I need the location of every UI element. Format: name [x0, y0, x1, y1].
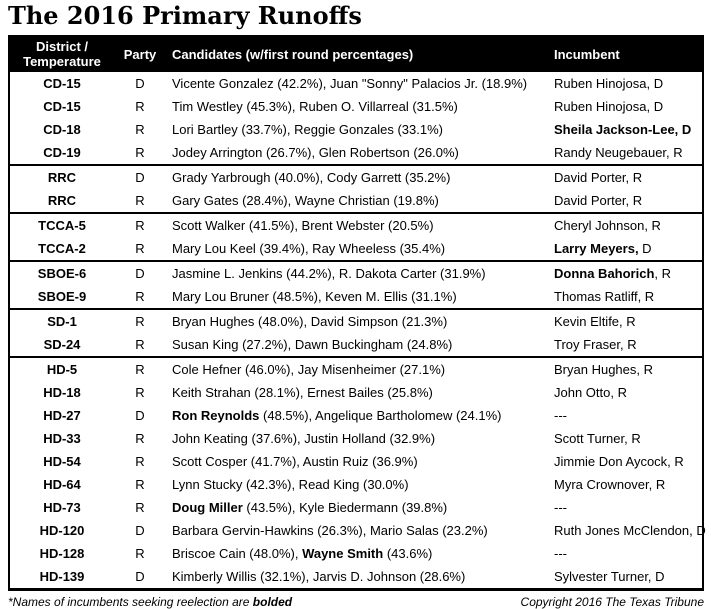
table-row [10, 285, 702, 308]
incumbent-cell: David Porter, R [554, 193, 643, 208]
incumbent-cell: --- [554, 546, 567, 561]
table-row [10, 496, 702, 519]
incumbent-cell: Ruben Hinojosa, D [554, 76, 664, 91]
district-cell: SBOE-6 [37, 266, 87, 281]
district-cell: SD-24 [43, 337, 81, 352]
district-cell: TCCA-5 [38, 218, 86, 233]
district-cell: HD-18 [43, 385, 81, 400]
incumbent-cell: Kevin Eltife, R [554, 314, 636, 329]
party-cell: R [135, 337, 145, 352]
incumbent-cell: Randy Neugebauer, R [554, 145, 683, 160]
table-row [10, 189, 702, 212]
district-cell: SD-1 [47, 314, 77, 329]
table-row [10, 260, 702, 285]
table-row [10, 542, 702, 565]
incumbent-cell: Jimmie Don Aycock, R [554, 454, 684, 469]
district-cell: CD-19 [43, 145, 81, 160]
candidates-cell: Ron Reynolds (48.5%), Angelique Bartholomew (24.1%) [172, 408, 502, 423]
party-cell: D [135, 266, 145, 281]
runoffs-table [8, 35, 704, 591]
incumbent-cell: Bryan Hughes, R [554, 362, 653, 377]
district-cell: CD-18 [43, 122, 81, 137]
candidates-cell: Mary Lou Keel (39.4%), Ray Wheeless (35.4%) [172, 241, 446, 256]
party-cell: R [135, 431, 145, 446]
candidates-cell: Vicente Gonzalez (42.2%), Juan "Sonny" Palacios Jr. (18.9%) [172, 76, 528, 91]
party-cell: D [135, 408, 145, 423]
incumbent-cell: Donna Bahorich, R [554, 266, 672, 281]
party-cell: D [135, 569, 145, 584]
district-cell: RRC [47, 193, 77, 208]
candidates-cell: Scott Walker (41.5%), Brent Webster (20.5%) [172, 218, 434, 233]
table-row [10, 164, 702, 189]
district-cell: SBOE-9 [37, 289, 87, 304]
district-cell: HD-139 [39, 569, 85, 584]
table-row [10, 519, 706, 542]
header-candidates: Candidates (w/first round percentages) [172, 46, 414, 62]
district-cell: HD-120 [39, 523, 85, 538]
table-row [10, 118, 702, 141]
party-cell: R [135, 218, 145, 233]
district-cell: RRC [47, 170, 77, 185]
table-row [10, 212, 702, 237]
incumbent-cell: Larry Meyers, D [554, 241, 652, 256]
candidates-cell: Gary Gates (28.4%), Wayne Christian (19.8%) [172, 193, 439, 208]
party-cell: R [135, 546, 145, 561]
candidates-cell: Grady Yarbrough (40.0%), Cody Garrett (35.2%) [172, 170, 451, 185]
district-cell: HD-73 [43, 500, 81, 515]
table-row [10, 381, 702, 404]
district-cell: TCCA-2 [38, 241, 86, 256]
incumbent-cell: Ruben Hinojosa, D [554, 99, 664, 114]
incumbent-cell: John Otto, R [554, 385, 627, 400]
candidates-cell: Cole Hefner (46.0%), Jay Misenheimer (27.1%) [172, 362, 446, 377]
district-cell: HD-5 [46, 362, 78, 377]
infographic-page [8, 2, 704, 609]
party-cell: R [135, 122, 145, 137]
incumbent-cell: Troy Fraser, R [554, 337, 637, 352]
incumbent-cell: Myra Crownover, R [554, 477, 666, 492]
district-cell: HD-54 [43, 454, 81, 469]
incumbent-cell: Cheryl Johnson, R [554, 218, 661, 233]
candidates-cell: Tim Westley (45.3%), Ruben O. Villarreal (31.5%) [172, 99, 458, 114]
candidates-cell: Lynn Stucky (42.3%), Read King (30.0%) [172, 477, 409, 492]
incumbent-cell: David Porter, R [554, 170, 643, 185]
district-cell: HD-27 [43, 408, 81, 423]
incumbent-cell: Scott Turner, R [554, 431, 641, 446]
candidates-cell: Barbara Gervin-Hawkins (26.3%), Mario Salas (23.2%) [172, 523, 488, 538]
party-cell: R [135, 241, 145, 256]
candidates-cell: Kimberly Willis (32.1%), Jarvis D. Johnson (28.6%) [172, 569, 466, 584]
header-district-temperature: District / Temperature [23, 39, 101, 69]
candidates-cell: John Keating (37.6%), Justin Holland (32.9%) [172, 431, 436, 446]
party-cell: R [135, 145, 145, 160]
table-row [10, 72, 702, 95]
table-row [10, 333, 702, 356]
party-cell: R [135, 314, 145, 329]
incumbent-cell: Sheila Jackson-Lee, D [554, 122, 692, 137]
party-cell: R [135, 454, 145, 469]
district-cell: HD-33 [43, 431, 81, 446]
party-cell: R [135, 193, 145, 208]
header-incumbent: Incumbent [554, 46, 620, 62]
candidates-cell: Scott Cosper (41.7%), Austin Ruiz (36.9%) [172, 454, 418, 469]
district-cell: HD-64 [43, 477, 81, 492]
incumbent-cell: Sylvester Turner, D [554, 569, 665, 584]
party-cell: D [135, 523, 145, 538]
incumbent-cell: --- [554, 408, 567, 423]
table-body [10, 72, 706, 588]
candidates-cell: Doug Miller (43.5%), Kyle Biedermann (39.8%) [172, 500, 448, 515]
table-row [10, 141, 702, 164]
candidates-cell: Jasmine L. Jenkins (44.2%), R. Dakota Carter (31.9%) [172, 266, 486, 281]
candidates-cell: Lori Bartley (33.7%), Reggie Gonzales (33.1%) [172, 122, 443, 137]
candidates-cell: Jodey Arrington (26.7%), Glen Robertson (26.0%) [172, 145, 459, 160]
party-cell: R [135, 385, 145, 400]
table-row [10, 473, 702, 496]
party-cell: D [135, 170, 145, 185]
table-row [10, 404, 702, 427]
page-title: The 2016 Primary Runoffs [8, 1, 362, 30]
footnote: *Names of incumbents seeking reelection are bolded [8, 595, 293, 609]
party-cell: D [135, 76, 145, 91]
header-party: Party [123, 46, 157, 62]
table-row [10, 450, 702, 473]
incumbent-cell: Thomas Ratliff, R [554, 289, 655, 304]
candidates-cell: Susan King (27.2%), Dawn Buckingham (24.8%) [172, 337, 453, 352]
table-row [10, 565, 702, 588]
district-cell: HD-128 [39, 546, 85, 561]
candidates-cell: Briscoe Cain (48.0%), Wayne Smith (43.6%) [172, 546, 433, 561]
table-row [10, 95, 702, 118]
table-row [10, 237, 702, 260]
table-row [10, 308, 702, 333]
district-cell: CD-15 [43, 76, 81, 91]
table-row [10, 356, 702, 381]
party-cell: R [135, 362, 145, 377]
party-cell: R [135, 289, 145, 304]
footer [8, 595, 704, 609]
candidates-cell: Keith Strahan (28.1%), Ernest Bailes (25.8%) [172, 385, 433, 400]
incumbent-cell: Ruth Jones McClendon, D [554, 523, 706, 538]
incumbent-cell: --- [554, 500, 567, 515]
copyright: Copyright 2016 The Texas Tribune [520, 595, 704, 609]
party-cell: R [135, 477, 145, 492]
party-cell: R [135, 99, 145, 114]
candidates-cell: Bryan Hughes (48.0%), David Simpson (21.3%) [172, 314, 448, 329]
district-cell: CD-15 [43, 99, 81, 114]
candidates-cell: Mary Lou Bruner (48.5%), Keven M. Ellis (31.1%) [172, 289, 457, 304]
table-row [10, 427, 702, 450]
table-header-row [10, 37, 702, 72]
party-cell: R [135, 500, 145, 515]
